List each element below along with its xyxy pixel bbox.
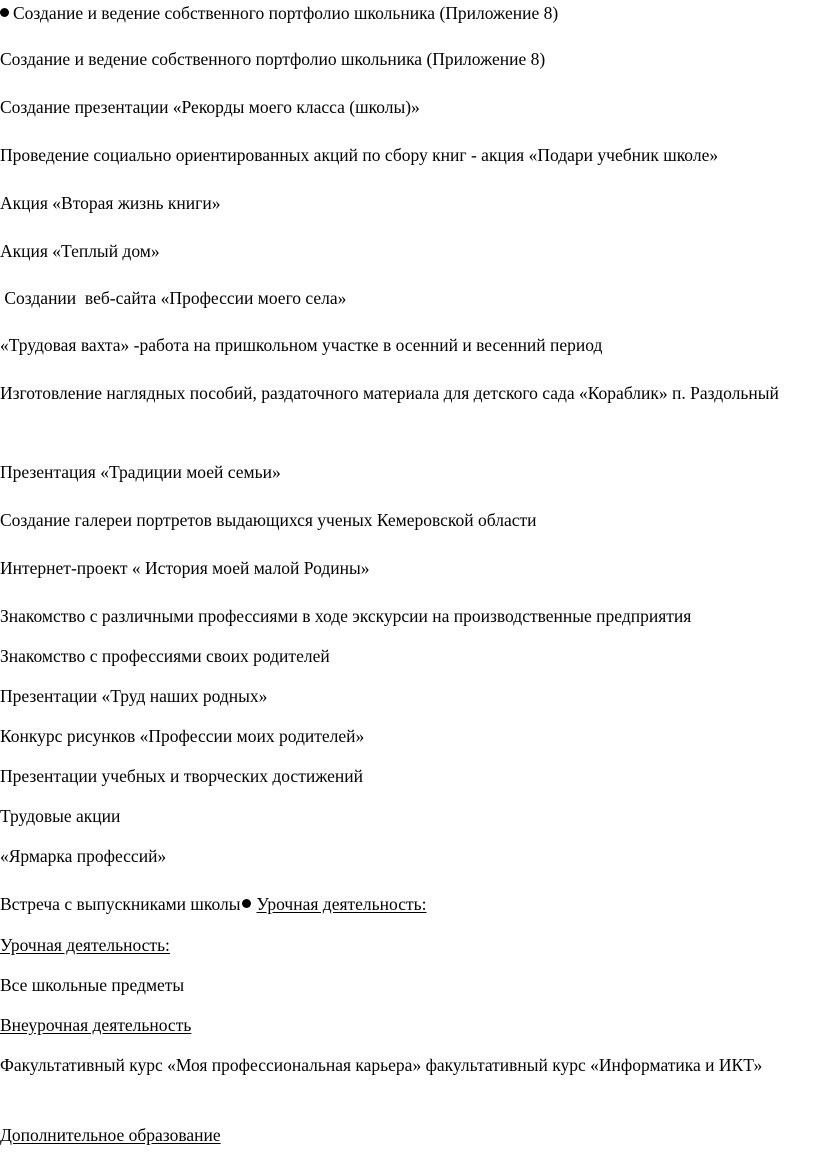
list-item: Трудовые акции [0, 806, 121, 826]
list-item [0, 0, 790, 29]
bullet-icon [242, 899, 251, 908]
line-text: Встреча с выпускниками школы [0, 894, 241, 914]
list-item: Изготовление наглядных пособий, раздаточного материала для детского сада «Кораблик» п. Раздольный [0, 383, 779, 403]
list-item: Создание презентации «Рекорды моего класса (школы)» [0, 97, 420, 117]
list-item: «Трудовая вахта» -работа на пришкольном участке в осенний и весенний период [0, 335, 603, 355]
list-item: Знакомство с различными профессиями в ходе экскурсии на производственные предприятия [0, 606, 692, 626]
list-item: Презентации «Труд наших родных» [0, 686, 268, 706]
section-heading-lessons: Урочная деятельность: [256, 894, 427, 914]
list-item: Интернет-проект « История моей малой Родины» [0, 558, 370, 578]
list-item: Презентация «Традиции моей семьи» [0, 462, 281, 482]
list-item: Конкурс рисунков «Профессии моих родителей» [0, 726, 365, 746]
bullet-icon [0, 8, 9, 17]
list-item: «Ярмарка профессий» [0, 846, 167, 866]
list-item [0, 889, 790, 920]
section-heading-lessons: Урочная деятельность: [0, 935, 170, 955]
list-item: Знакомство с профессиями своих родителей [0, 646, 330, 666]
section-heading-extracurricular: Внеурочная деятельность [0, 1015, 192, 1035]
list-item: Факультативный курс «Моя профессиональная карьера» факультативный курс «Информатика и ИКТ» [0, 1055, 763, 1075]
list-item: Акция «Вторая жизнь книги» [0, 193, 221, 213]
list-item: Создание галереи портретов выдающихся ученых Кемеровской области [0, 510, 537, 530]
line-text: Создание и ведение собственного портфолио школьника (Приложение 8) [13, 3, 559, 23]
list-item: Создании веб-сайта «Профессии моего села» [0, 288, 347, 308]
list-item: Акция «Теплый дом» [0, 241, 160, 261]
list-item: Создание и ведение собственного портфолио школьника (Приложение 8) [0, 49, 546, 69]
list-item: Все школьные предметы [0, 975, 185, 995]
list-item: Презентации учебных и творческих достижений [0, 766, 363, 786]
list-item: Проведение социально ориентированных акций по сбору книг - акция «Подари учебник школе» [0, 145, 719, 165]
section-heading-additional-education: Дополнительное образование [0, 1125, 221, 1145]
